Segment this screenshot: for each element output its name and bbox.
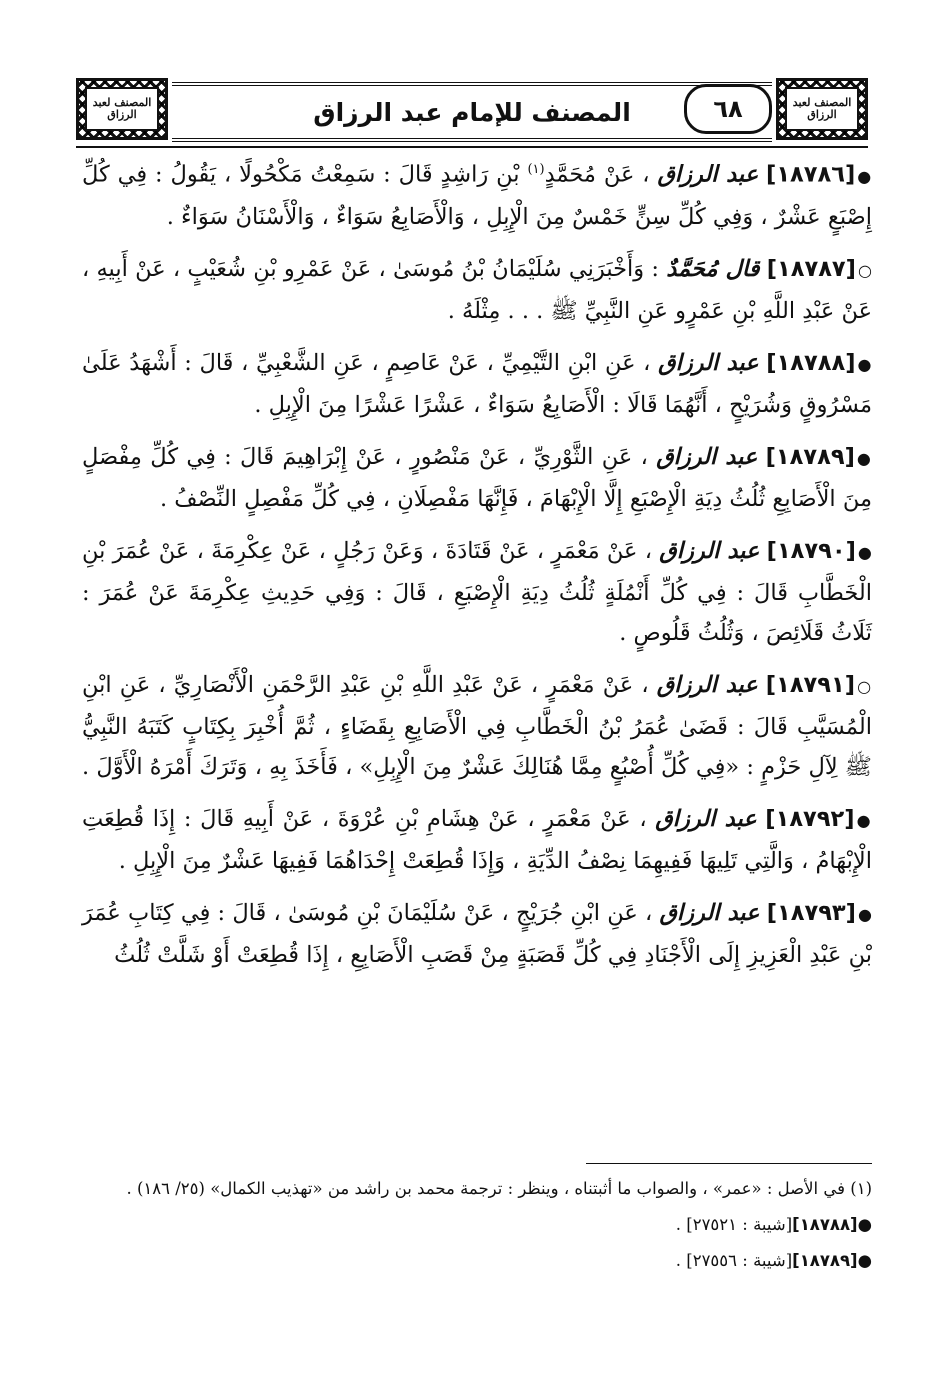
hadith-entry	[82, 437, 872, 519]
bullet-marker: ●	[857, 354, 872, 374]
bullet-marker: ●	[857, 166, 872, 186]
hadith-number: [١٨٧٨٧]	[766, 255, 856, 282]
crossref-text: [شيبة : ٢٧٥٢١] .	[675, 1215, 793, 1234]
hadith-number: [١٨٧٨٩]	[765, 443, 855, 470]
hadith-entry	[82, 150, 872, 237]
narrator-source: عبد الرزاق	[659, 537, 760, 564]
header-ornament-left	[76, 78, 168, 140]
hadith-text: ، عَنِ ابْنِ جُرَيْجٍ ، عَنْ سُلَيْمَانَ بْنِ مُوسَىٰ ، قَالَ : فِي كِتَابِ عُمَرَ بْنِ عَبْدِ الْعَزِيزِ إِلَى الْأَجْنَادِ فِي كُلِّ قَصَبَةٍ مِنْ قَصَبِ الْأَصَابِعِ ، إِذَا قُطِعَتْ أَوْ شَلَّتْ ثُلُثُ	[82, 899, 872, 968]
ornament-emblem-right	[785, 87, 859, 131]
footnote-text: (١) في الأصل : «عمر» ، والصواب ما أثبتناه ، وينظر : ترجمة محمد بن راشد من «تهذيب الكمال» (٢٥/ ١٨٦) .	[126, 1179, 872, 1198]
hadith-text: : وَأَخْبَرَنِي سُلَيْمَانُ بْنُ مُوسَىٰ ، عَنْ عَمْرِو بْنِ شُعَيْبٍ ، عَنْ أَبِيهِ ، عَنْ عَبْدِ اللَّهِ بْنِ عَمْرٍو عَنِ النَّبِيِّ ﷺ . . . مِثْلَهُ .	[82, 255, 872, 324]
hadith-number: [١٨٧٨٨]	[766, 349, 856, 376]
hadith-text: ، عَنِ الثَّوْرِيِّ ، عَنْ مَنْصُورٍ ، عَنْ إِبْرَاهِيمَ قَالَ : فِي كُلِّ مِفْصَلٍ مِنَ الْأَصَابِعِ ثُلُثُ دِيَةِ الْإِصْبَعِ إِلَّا الْإِبْهَامَ ، فَإِنَّهَا مَفْصِلَانِ ، فِي كُلِّ مَفْصِلٍ النِّصْفُ .	[82, 443, 872, 512]
hadith-number: [١٨٧٩٣]	[766, 899, 856, 926]
crossref-text: [شيبة : ٢٧٥٥٦] .	[675, 1251, 793, 1270]
bullet-marker: ○	[857, 260, 873, 280]
hadith-text: ، عَنْ مُحَمَّدٍ	[544, 161, 650, 188]
ornament-text-right: المصنف لعبد الرزاق	[792, 96, 852, 121]
ornament-text-left: المصنف لعبد الرزاق	[92, 96, 152, 121]
narrator-source: عبد الرزاق	[657, 161, 759, 188]
hadith-number: [١٨٧٩١]	[765, 671, 856, 698]
page-number: ٦٨	[684, 84, 772, 134]
bullet-marker: ●	[857, 1251, 872, 1270]
footnote-crossref	[82, 1213, 872, 1237]
hadith-text: ، عَنِ ابْنِ التَّيْمِيِّ ، عَنْ عَاصِمٍ ، عَنِ الشَّعْبِيِّ ، قَالَ : أَشْهَدُ عَلَىٰ مَسْرُوقٍ وَشُرَيْحٍ ، أَنَّهُمَا قَالَا : الْأَصَابِعُ سَوَاءٌ ، عَشْرًا عَشْرًا مِنَ الْإِبِلِ .	[82, 349, 872, 418]
header-title-frame	[172, 82, 772, 142]
bullet-marker: ●	[857, 1215, 872, 1234]
bullet-marker: ●	[856, 810, 872, 830]
bullet-marker: ●	[857, 904, 872, 924]
hadith-entry	[82, 893, 872, 975]
main-text	[82, 150, 872, 987]
hadith-text-cont: بْنِ رَاشِدٍ قَالَ : سَمِعْتُ مَكْحُولًا ، يَقُولُ : فِي كُلِّ إِصْبَعٍ عَشْرٌ ، وَفِي كُلِّ سِنٍّ خَمْسٌ مِنَ الْإِبِلِ ، وَالْأَصَابِعُ سَوَاءٌ ، وَالْأَسْنَانُ سَوَاءٌ .	[82, 161, 872, 230]
hadith-number: [١٨٧٨٦]	[766, 161, 856, 188]
hadith-number: [١٨٧٩٢]	[765, 805, 855, 832]
bullet-marker: ●	[856, 448, 872, 468]
hadith-text: ، عَنْ مَعْمَرٍ ، عَنْ قَتَادَةَ ، وَعَنْ رَجُلٍ ، عَنْ عِكْرِمَةَ ، عَنْ عُمَرَ بْنِ الْخَطَّابِ قَالَ : فِي كُلِّ أَنْمُلَةٍ ثُلُثُ دِيَةِ الْإِصْبَعِ ، قَالَ : وَفِي حَدِيثِ عِكْرِمَةَ عَنْ عُمَرَ : ثَلَاثُ قَلَائِصَ ، وَثُلُثُ قَلُوصٍ .	[82, 537, 872, 646]
ornament-emblem-left	[85, 87, 159, 131]
crossref-number: [١٨٧٨٨]	[792, 1215, 858, 1234]
bullet-marker: ●	[857, 542, 872, 562]
hadith-entry	[82, 249, 872, 331]
hadith-entry	[82, 343, 872, 425]
narrator-source: عبد الرزاق	[659, 899, 760, 926]
footnote-crossref	[82, 1249, 872, 1273]
footnotes	[82, 1177, 872, 1285]
narrator-source: قال مُحَمَّدٌ	[666, 255, 760, 282]
running-title: المصنف للإمام عبد الرزاق	[313, 97, 631, 127]
footnote	[82, 1177, 872, 1201]
bullet-marker: ○	[857, 676, 872, 696]
narrator-source: عبد الرزاق	[656, 443, 758, 470]
hadith-text: ، عَنْ مَعْمَرٍ ، عَنْ هِشَامِ بْنِ عُرْوَةَ ، عَنْ أَبِيهِ قَالَ : إِذَا قُطِعَتِ الْإِبْهَامُ ، وَالَّتِي تَلِيهَا فَفِيهِمَا نِصْفُ الدِّيَةِ ، وَإِذَا قُطِعَتْ إِحْدَاهُمَا فَفِيهَا عَشْرٌ مِنَ الْإِبِلِ .	[82, 805, 872, 874]
narrator-source: عبد الرزاق	[655, 805, 757, 832]
hadith-text: ، عَنْ مَعْمَرٍ ، عَنْ عَبْدِ اللَّهِ بْنِ عَبْدِ الرَّحْمَنِ الْأَنْصَارِيِّ ، عَنِ ابْنِ الْمُسَيَّبِ قَالَ : قَضَىٰ عُمَرُ بْنُ الْخَطَّابِ فِي الْأَصَابِعِ بِقَضَاءٍ ، ثُمَّ أُخْبِرَ بِكِتَابٍ كَتَبَهُ النَّبِيُّ ﷺ لِآلِ حَزْمٍ : «فِي كُلِّ أُصْبُعٍ مِمَّا هُنَالِكَ عَشْرٌ مِنَ الْإِبِلِ» ، فَأَخَذَ بِهِ ، وَتَرَكَ أَمْرَهُ الْأَوَّلَ .	[82, 671, 872, 780]
hadith-number: [١٨٧٩٠]	[766, 537, 856, 564]
hadith-entry	[82, 531, 872, 653]
narrator-source: عبد الرزاق	[656, 671, 758, 698]
crossref-number: [١٨٧٨٩]	[792, 1251, 858, 1270]
header-rule	[76, 146, 868, 148]
page-header	[76, 78, 868, 142]
header-ornament-right	[776, 78, 868, 140]
hadith-entry	[82, 665, 872, 787]
hadith-entry	[82, 799, 872, 881]
footnote-separator	[586, 1163, 872, 1164]
footnote-ref: (١)	[527, 162, 545, 177]
narrator-source: عبد الرزاق	[658, 349, 759, 376]
